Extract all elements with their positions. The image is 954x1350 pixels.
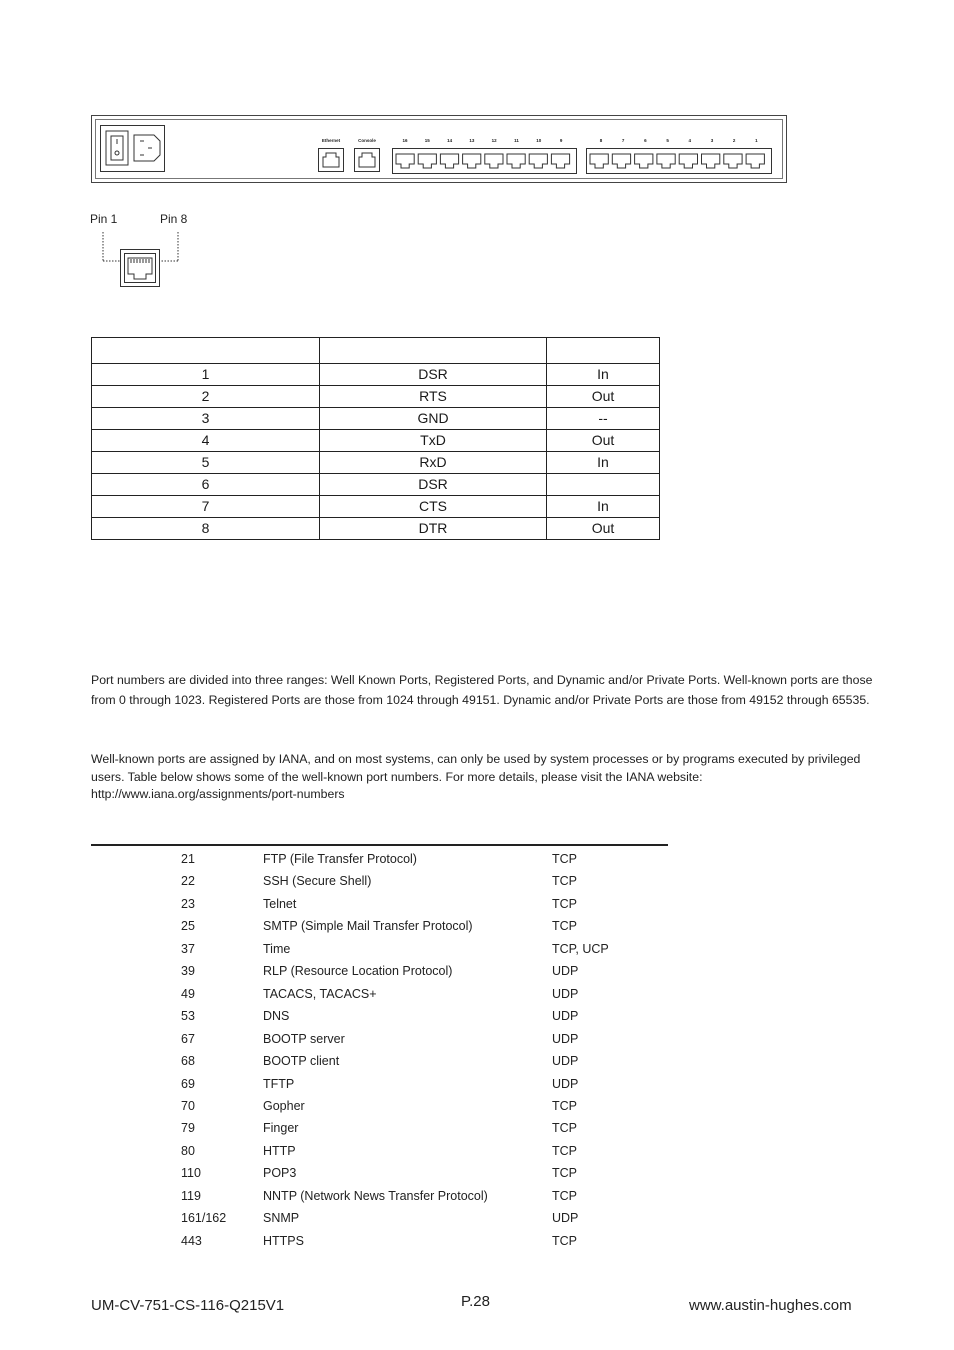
port-row bbox=[0, 964, 700, 986]
pinout-row bbox=[92, 518, 660, 540]
pinout-direction-cell: Out bbox=[547, 518, 660, 540]
port-row bbox=[0, 1166, 700, 1188]
port-number-label: 1 bbox=[755, 138, 758, 143]
port-service: SMTP (Simple Mail Transfer Protocol) bbox=[263, 919, 473, 934]
port-number: 69 bbox=[181, 1076, 195, 1091]
pinout-signal-cell: DTR bbox=[320, 518, 547, 540]
port-service: Time bbox=[263, 941, 291, 956]
serial-ports-8-1-icon bbox=[586, 148, 772, 174]
pinout-header-pin bbox=[92, 338, 320, 364]
pinout-signal-cell: RTS bbox=[320, 386, 547, 408]
port-service: NNTP (Network News Transfer Protocol) bbox=[263, 1188, 488, 1203]
port-number: 23 bbox=[181, 896, 195, 911]
port-service: SNMP bbox=[263, 1211, 300, 1226]
port-number-label: 5 bbox=[666, 138, 669, 143]
pinout-table bbox=[91, 337, 660, 540]
port-service: DNS bbox=[263, 1009, 290, 1024]
port-protocol: TCP bbox=[552, 1233, 577, 1248]
pinout-header-direction bbox=[547, 338, 660, 364]
port-number: 37 bbox=[181, 941, 195, 956]
port-number: 443 bbox=[181, 1233, 202, 1248]
page-number: P.28 bbox=[461, 1293, 490, 1310]
port-number: 25 bbox=[181, 919, 195, 934]
device-rear-panel bbox=[91, 115, 787, 183]
port-protocol: UDP bbox=[552, 986, 579, 1001]
pinout-pin-cell: 7 bbox=[92, 496, 320, 518]
port-number: 39 bbox=[181, 964, 195, 979]
port-row bbox=[0, 1054, 700, 1076]
port-number: 21 bbox=[181, 852, 195, 866]
port-number: 49 bbox=[181, 986, 195, 1001]
port-row bbox=[0, 874, 700, 896]
port-number-label: 15 bbox=[424, 138, 430, 143]
pinout-row bbox=[92, 364, 660, 386]
port-number-label: 14 bbox=[447, 138, 453, 143]
port-ranges-paragraph: Port numbers are divided into three ranges: Well Known Ports, Registered Ports, and Dynamic and/or Private Ports. Well-known ports are those from 0 through 1023. Registered Ports are those from 1024 through 49151. Dynamic and/or Private Ports are those from 49152 through 65535. bbox=[91, 673, 873, 707]
port-service: Gopher bbox=[263, 1098, 305, 1113]
port-row bbox=[0, 1234, 700, 1256]
pinout-signal-cell: DSR bbox=[320, 364, 547, 386]
port-protocol: TCP bbox=[552, 1098, 577, 1113]
port-protocol: TCP bbox=[552, 1166, 577, 1181]
port-number-label: 13 bbox=[469, 138, 475, 143]
port-protocol: TCP bbox=[552, 1143, 577, 1158]
port-row bbox=[0, 852, 700, 874]
port-row bbox=[0, 1211, 700, 1233]
pin1-label: Pin 1 bbox=[90, 212, 118, 226]
port-number: 110 bbox=[181, 1166, 201, 1181]
power-inlet-icon bbox=[100, 125, 166, 173]
pinout-direction-cell: Out bbox=[547, 386, 660, 408]
port-number: 68 bbox=[181, 1054, 195, 1069]
port-protocol: TCP bbox=[552, 919, 577, 934]
port-service: TFTP bbox=[263, 1076, 295, 1091]
port-service: HTTPS bbox=[263, 1233, 304, 1248]
serial-ports-16-9-icon bbox=[392, 148, 577, 174]
port-protocol: TCP bbox=[552, 852, 577, 866]
port-protocol: TCP, UCP bbox=[552, 941, 609, 956]
port-protocol: TCP bbox=[552, 1188, 577, 1203]
well-known-ports-table bbox=[0, 852, 700, 1252]
port-protocol: UDP bbox=[552, 964, 579, 979]
port-row bbox=[0, 1009, 700, 1031]
port-row bbox=[0, 897, 700, 919]
port-service: HTTP bbox=[263, 1143, 296, 1158]
port-protocol: UDP bbox=[552, 1054, 579, 1069]
port-number: 79 bbox=[181, 1121, 195, 1136]
port-service: BOOTP server bbox=[263, 1031, 345, 1046]
rj45-pin-diagram bbox=[98, 230, 182, 290]
pinout-row bbox=[92, 452, 660, 474]
pinout-direction-cell: In bbox=[547, 452, 660, 474]
pin8-label: Pin 8 bbox=[160, 212, 188, 226]
pinout-signal-cell: DSR bbox=[320, 474, 547, 496]
port-protocol: TCP bbox=[552, 896, 577, 911]
pinout-pin-cell: 6 bbox=[92, 474, 320, 496]
port-number-label: 16 bbox=[402, 138, 408, 143]
console-port-icon bbox=[354, 148, 380, 172]
pinout-direction-cell: Out bbox=[547, 430, 660, 452]
port-protocol: UDP bbox=[552, 1009, 579, 1024]
ports-table-rule bbox=[91, 844, 668, 846]
port-row bbox=[0, 919, 700, 941]
port-service: SSH (Secure Shell) bbox=[263, 874, 372, 889]
pinout-direction-cell bbox=[547, 474, 660, 496]
port-service: FTP (File Transfer Protocol) bbox=[263, 852, 417, 866]
pinout-row bbox=[92, 408, 660, 430]
port-number-label: 8 bbox=[599, 138, 603, 143]
pinout-row bbox=[92, 474, 660, 496]
port-number-label: 12 bbox=[491, 138, 497, 143]
pinout-direction-cell: -- bbox=[547, 408, 660, 430]
port-number-label: 6 bbox=[644, 138, 647, 143]
port-row bbox=[0, 1099, 700, 1121]
port-protocol: UDP bbox=[552, 1076, 579, 1091]
port-service: RLP (Resource Location Protocol) bbox=[263, 964, 453, 979]
port-number: 70 bbox=[181, 1098, 195, 1113]
port-number: 119 bbox=[181, 1188, 201, 1203]
port-number: 22 bbox=[181, 874, 195, 889]
port-row bbox=[0, 1144, 700, 1166]
console-port-label: Console bbox=[358, 138, 376, 143]
port-row bbox=[0, 1077, 700, 1099]
port-number-label: 10 bbox=[536, 138, 542, 143]
pinout-pin-cell: 2 bbox=[92, 386, 320, 408]
port-number-label: 9 bbox=[559, 138, 563, 143]
pinout-signal-cell: GND bbox=[320, 408, 547, 430]
well-known-ports-paragraph: Well-known ports are assigned by IANA, and on most systems, can only be used by system processes or by programs executed by privileged users. Table below shows some of the well-known port numbers. For more details, please visit the IANA website: http://www.iana.org/assignments/port-numbers bbox=[91, 752, 861, 801]
port-number-label: 3 bbox=[710, 138, 714, 143]
ethernet-port-label: Ethernet bbox=[321, 138, 341, 143]
port-protocol: UDP bbox=[552, 1211, 579, 1226]
pinout-pin-cell: 1 bbox=[92, 364, 320, 386]
pinout-pin-cell: 5 bbox=[92, 452, 320, 474]
port-number-label: 2 bbox=[732, 138, 736, 143]
ethernet-port-icon bbox=[318, 148, 344, 172]
port-service: Finger bbox=[263, 1121, 299, 1136]
port-number: 67 bbox=[181, 1031, 195, 1046]
port-row bbox=[0, 1121, 700, 1143]
pinout-pin-cell: 3 bbox=[92, 408, 320, 430]
port-protocol: TCP bbox=[552, 874, 577, 889]
pinout-row bbox=[92, 430, 660, 452]
port-row bbox=[0, 942, 700, 964]
pinout-row bbox=[92, 386, 660, 408]
pinout-header-row bbox=[92, 338, 660, 364]
website-link[interactable]: www.austin-hughes.com bbox=[689, 1297, 852, 1314]
pinout-signal-cell: TxD bbox=[320, 430, 547, 452]
pinout-direction-cell: In bbox=[547, 496, 660, 518]
port-row bbox=[0, 1032, 700, 1054]
port-number: 80 bbox=[181, 1143, 195, 1158]
port-service: BOOTP client bbox=[263, 1054, 340, 1069]
port-row bbox=[0, 987, 700, 1009]
port-service: Telnet bbox=[263, 896, 297, 911]
pinout-header-signal bbox=[320, 338, 547, 364]
pinout-direction-cell: In bbox=[547, 364, 660, 386]
port-number-label: 4 bbox=[688, 138, 692, 143]
pinout-signal-cell: RxD bbox=[320, 452, 547, 474]
pinout-pin-cell: 4 bbox=[92, 430, 320, 452]
pinout-pin-cell: 8 bbox=[92, 518, 320, 540]
port-number: 53 bbox=[181, 1009, 195, 1024]
port-protocol: UDP bbox=[552, 1031, 579, 1046]
port-number-label: 7 bbox=[621, 138, 625, 143]
port-service: POP3 bbox=[263, 1166, 297, 1181]
port-service: TACACS, TACACS+ bbox=[263, 986, 377, 1001]
port-row bbox=[0, 1189, 700, 1211]
port-number-label: 11 bbox=[514, 138, 519, 143]
document-code: UM-CV-751-CS-116-Q215V1 bbox=[91, 1297, 285, 1314]
pinout-row bbox=[92, 496, 660, 518]
port-number: 161/162 bbox=[181, 1211, 227, 1226]
port-protocol: TCP bbox=[552, 1121, 577, 1136]
pinout-signal-cell: CTS bbox=[320, 496, 547, 518]
